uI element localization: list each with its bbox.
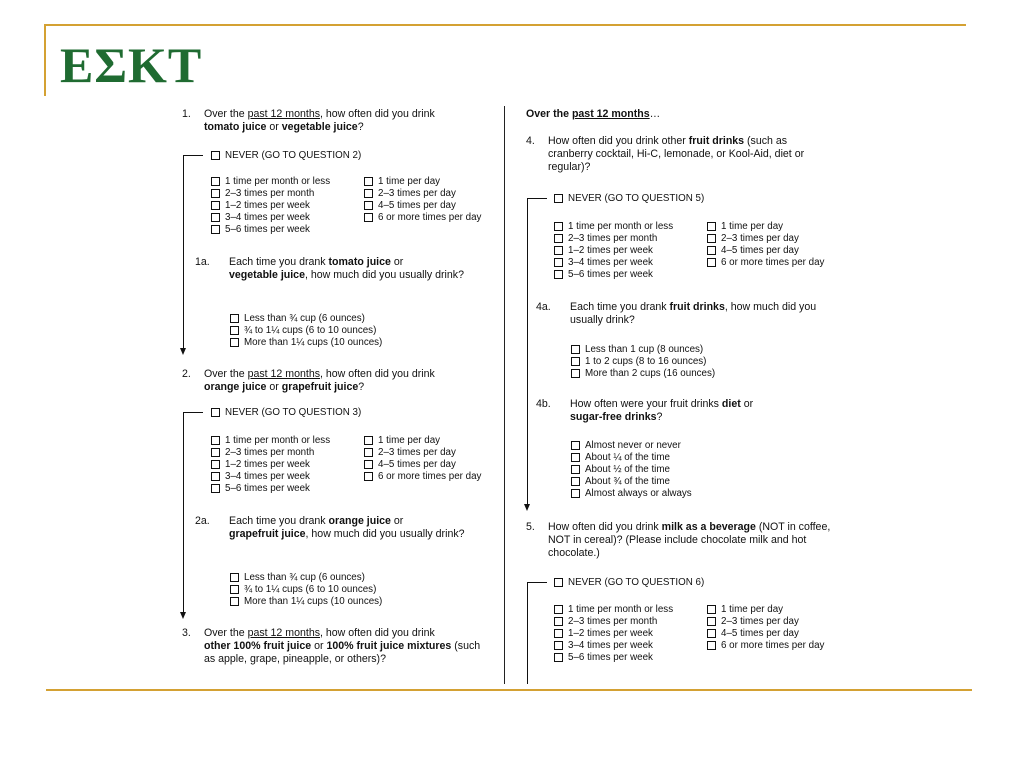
skip-bracket — [183, 412, 184, 612]
top-rule — [46, 24, 966, 26]
freq-option[interactable]: 5–6 times per week — [211, 483, 310, 495]
amount-option[interactable]: ¾ to 1¼ cups (6 to 10 ounces) — [230, 325, 376, 337]
column-divider — [504, 106, 505, 684]
freq-option[interactable]: 2–3 times per day — [364, 447, 456, 459]
skip-arrow — [180, 612, 186, 619]
freq-option[interactable]: 1–2 times per week — [211, 459, 310, 471]
bottom-rule — [46, 689, 972, 691]
amount-option[interactable]: Less than ¾ cup (6 ounces) — [230, 313, 365, 325]
left-rule — [44, 24, 46, 96]
freq-option[interactable]: 2–3 times per month — [211, 447, 314, 459]
freq-option[interactable]: 1 time per month or less — [211, 176, 330, 188]
amount-option[interactable]: ¾ to 1¼ cups (6 to 10 ounces) — [230, 584, 376, 596]
amount-option[interactable]: 1 to 2 cups (8 to 16 ounces) — [571, 356, 706, 368]
never-checkbox[interactable]: NEVER (GO TO QUESTION 3) — [211, 407, 361, 419]
skip-arrow — [180, 348, 186, 355]
freq-option[interactable]: 6 or more times per day — [707, 640, 824, 652]
skip-arrow — [524, 504, 530, 511]
freq-option[interactable]: 1 time per month or less — [554, 604, 673, 616]
freq-option[interactable]: 2–3 times per day — [707, 616, 799, 628]
freq-option[interactable]: 1 time per day — [364, 176, 440, 188]
question-3: 3. Over the past 12 months, how often did you drink other 100% fruit juice or 100% fruit juice mixtures (such as apple, grape, pineapple, or others)? — [182, 627, 481, 665]
freq-option[interactable]: 6 or more times per day — [364, 212, 481, 224]
question-2: 2. Over the past 12 months, how often did you drink orange juice or grapefruit juice? — [182, 368, 435, 393]
freq-option[interactable]: 5–6 times per week — [554, 269, 653, 281]
diet-option[interactable]: About ¼ of the time — [571, 452, 670, 464]
freq-option[interactable]: 1 time per day — [364, 435, 440, 447]
diet-option[interactable]: About ½ of the time — [571, 464, 670, 476]
freq-option[interactable]: 4–5 times per day — [364, 459, 456, 471]
freq-option[interactable]: 1–2 times per week — [554, 628, 653, 640]
freq-option[interactable]: 2–3 times per day — [364, 188, 456, 200]
section-header: Over the past 12 months… — [526, 108, 661, 120]
freq-option[interactable]: 2–3 times per month — [554, 233, 657, 245]
question-2a: 2a. Each time you drank orange juice or grapefruit juice, how much did you usually drink? — [195, 515, 465, 540]
amount-option[interactable]: More than 2 cups (16 ounces) — [571, 368, 715, 380]
skip-bracket — [183, 155, 203, 156]
skip-bracket — [183, 412, 203, 413]
skip-bracket — [183, 155, 184, 348]
freq-option[interactable]: 4–5 times per day — [707, 245, 799, 257]
skip-bracket — [527, 582, 528, 684]
freq-option[interactable]: 5–6 times per week — [554, 652, 653, 664]
freq-option[interactable]: 3–4 times per week — [554, 257, 653, 269]
question-4: 4. How often did you drink other fruit drinks (such as cranberry cocktail, Hi-C, lemonade, or Kool-Aid, diet or regular)? — [526, 135, 805, 173]
amount-option[interactable]: Less than ¾ cup (6 ounces) — [230, 572, 365, 584]
freq-option[interactable]: 1 time per day — [707, 221, 783, 233]
freq-option[interactable]: 1 time per month or less — [211, 435, 330, 447]
freq-option[interactable]: 1–2 times per week — [554, 245, 653, 257]
freq-option[interactable]: 3–4 times per week — [211, 212, 310, 224]
question-4b: 4b. How often were your fruit drinks diet or sugar-free drinks? — [536, 398, 754, 423]
freq-option[interactable]: 6 or more times per day — [364, 471, 481, 483]
never-checkbox[interactable]: NEVER (GO TO QUESTION 6) — [554, 577, 704, 589]
freq-option[interactable]: 4–5 times per day — [364, 200, 456, 212]
freq-option[interactable]: 4–5 times per day — [707, 628, 799, 640]
diet-option[interactable]: Almost always or always — [571, 488, 692, 500]
freq-option[interactable]: 1 time per day — [707, 604, 783, 616]
skip-bracket — [527, 582, 547, 583]
freq-option[interactable]: 1 time per month or less — [554, 221, 673, 233]
freq-option[interactable]: 3–4 times per week — [554, 640, 653, 652]
never-checkbox[interactable]: NEVER (GO TO QUESTION 5) — [554, 193, 704, 205]
diet-option[interactable]: Almost never or never — [571, 440, 681, 452]
freq-option[interactable]: 2–3 times per day — [707, 233, 799, 245]
amount-option[interactable]: More than 1¼ cups (10 ounces) — [230, 596, 382, 608]
diet-option[interactable]: About ¾ of the time — [571, 476, 670, 488]
skip-bracket — [527, 198, 528, 504]
freq-option[interactable]: 1–2 times per week — [211, 200, 310, 212]
amount-option[interactable]: More than 1¼ cups (10 ounces) — [230, 337, 382, 349]
freq-option[interactable]: 3–4 times per week — [211, 471, 310, 483]
never-checkbox[interactable]: NEVER (GO TO QUESTION 2) — [211, 150, 361, 162]
question-4a: 4a. Each time you drank fruit drinks, how much did you usually drink? — [536, 301, 817, 326]
skip-bracket — [527, 198, 547, 199]
slide-title: ΕΣΚΤ — [60, 37, 203, 93]
amount-option[interactable]: Less than 1 cup (8 ounces) — [571, 344, 703, 356]
freq-option[interactable]: 2–3 times per month — [554, 616, 657, 628]
freq-option[interactable]: 6 or more times per day — [707, 257, 824, 269]
question-1: 1. Over the past 12 months, how often did you drink tomato juice or vegetable juice? — [182, 108, 435, 133]
question-1a: 1a. Each time you drank tomato juice or vegetable juice, how much did you usually drink? — [195, 256, 464, 281]
freq-option[interactable]: 5–6 times per week — [211, 224, 310, 236]
freq-option[interactable]: 2–3 times per month — [211, 188, 314, 200]
question-5: 5. How often did you drink milk as a beverage (NOT in coffee, NOT in cereal)? (Please include chocolate milk and hot chocolate.) — [526, 521, 831, 559]
